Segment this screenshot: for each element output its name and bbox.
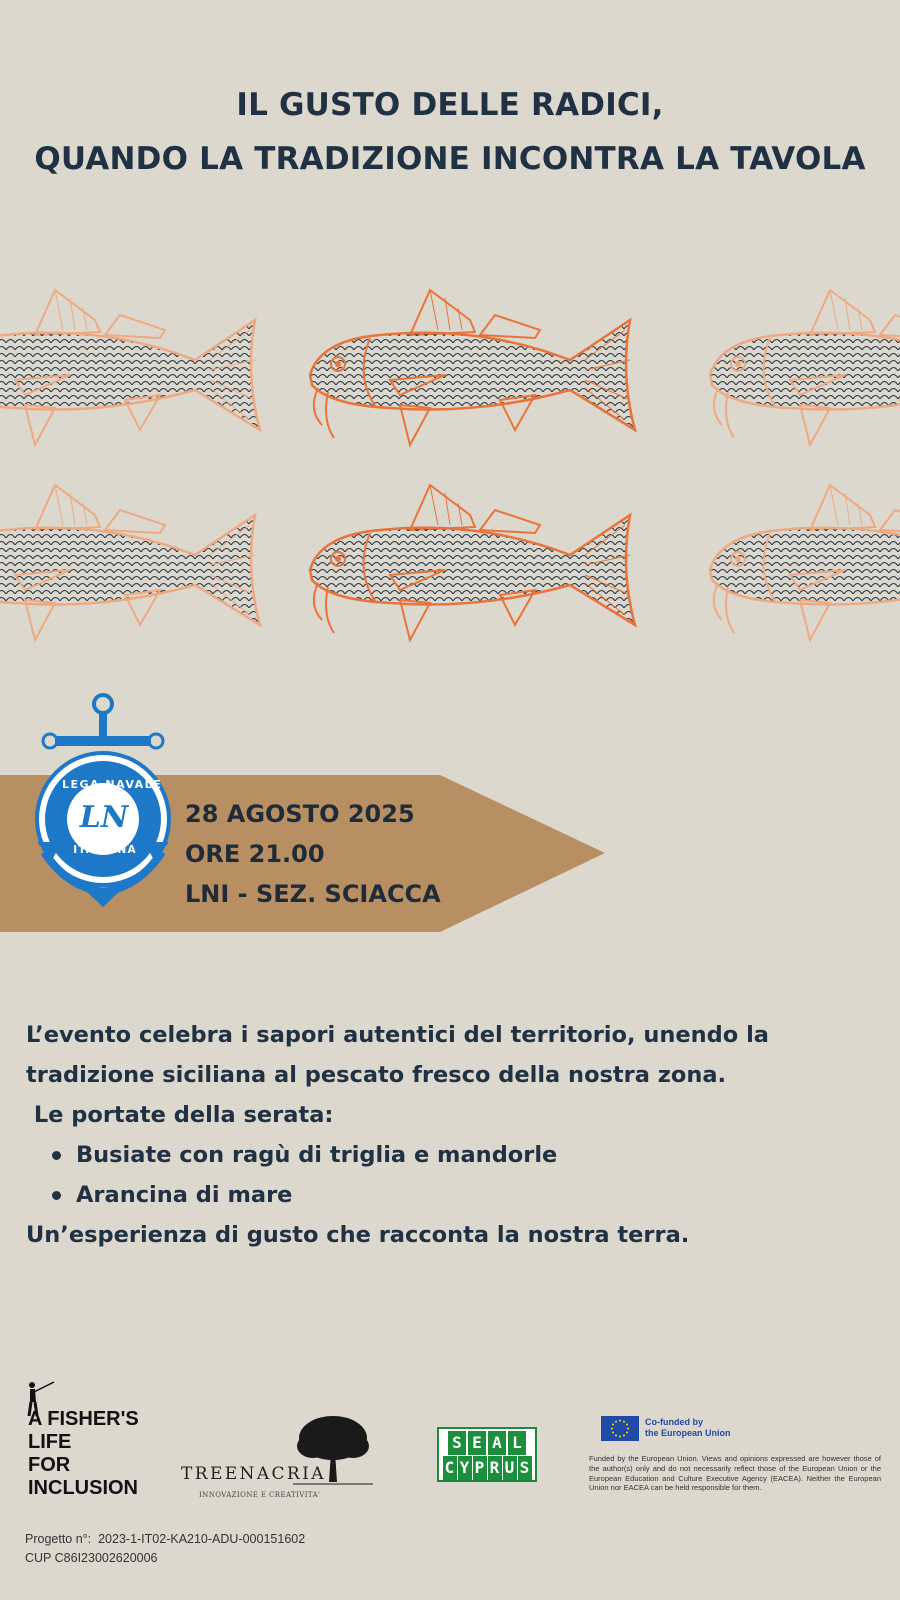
seal-letter: P	[473, 1456, 487, 1480]
project-code: Progetto n°: 2023-1-IT02-KA210-ADU-000151602	[25, 1532, 306, 1546]
seal-letter: Y	[458, 1456, 472, 1480]
fisher-line-1: A FISHER'S	[28, 1408, 139, 1430]
seal-letter: A	[488, 1431, 506, 1455]
description-closing: Un’esperienza di gusto che racconta la nostra terra.	[26, 1222, 690, 1248]
eu-flag-icon	[601, 1416, 639, 1441]
eu-label-line-2: the European Union	[645, 1428, 731, 1438]
title-line-1: IL GUSTO DELLE RADICI,	[236, 87, 664, 123]
fish-illustration	[0, 270, 900, 690]
event-description	[26, 1015, 876, 1255]
fisher-line-3: FOR	[28, 1454, 71, 1476]
seal-cyprus-logo	[437, 1427, 537, 1482]
eu-label-line-1: Co-funded by	[645, 1417, 703, 1427]
seal-letter: U	[503, 1456, 517, 1480]
seal-letter: E	[468, 1431, 486, 1455]
lni-arc-text: LEGA NAVALE	[62, 778, 163, 791]
seal-letter: L	[508, 1431, 526, 1455]
fisher-line-2: LIFE	[28, 1431, 72, 1453]
event-details	[185, 794, 441, 914]
courses-intro: Le portate della serata:	[26, 1102, 334, 1128]
description-line-1: L’evento celebra i sapori autentici del territorio, unendo la	[26, 1022, 769, 1048]
title-line-2: QUANDO LA TRADIZIONE INCONTRA LA TAVOLA	[34, 141, 866, 177]
seal-letter: S	[518, 1456, 532, 1480]
cup-code: CUP C86I23002620006	[25, 1551, 158, 1565]
treenacria-name: TREENACRIA	[181, 1464, 326, 1484]
event-date: 28 AGOSTO 2025	[185, 800, 415, 828]
courses-list	[26, 1135, 876, 1215]
treenacria-tagline: INNOVAZIONE E CREATIVITA'	[199, 1491, 321, 1499]
seal-letter: C	[443, 1456, 457, 1480]
event-time: ORE 21.00	[185, 840, 325, 868]
seal-letter: R	[488, 1456, 502, 1480]
eu-cofunded-label	[645, 1417, 731, 1439]
treenacria-logo	[175, 1412, 375, 1502]
course-item: Busiate con ragù di triglia e mandorle	[76, 1135, 876, 1175]
event-location: LNI - SEZ. SCIACCA	[185, 880, 441, 908]
lni-bottom-text: ITALIANA	[73, 844, 137, 856]
eu-disclaimer: Funded by the European Union. Views and opinions expressed are however those of the author(s) only and do not necessarily reflect those of the European Union or the European Education and Culture Executive Agency (EACEA). Neither the European Union nor EACEA can be held responsible for them.	[589, 1454, 881, 1493]
lni-monogram: LN	[79, 800, 129, 835]
fishers-life-logo	[24, 1380, 174, 1499]
poster-title	[0, 78, 900, 186]
description-line-2: tradizione siciliana al pescato fresco della nostra zona.	[26, 1062, 727, 1088]
project-info	[25, 1530, 305, 1568]
seal-letter: S	[448, 1431, 466, 1455]
course-item: Arancina di mare	[76, 1175, 876, 1215]
fisher-line-4: INCLUSION	[28, 1477, 138, 1499]
